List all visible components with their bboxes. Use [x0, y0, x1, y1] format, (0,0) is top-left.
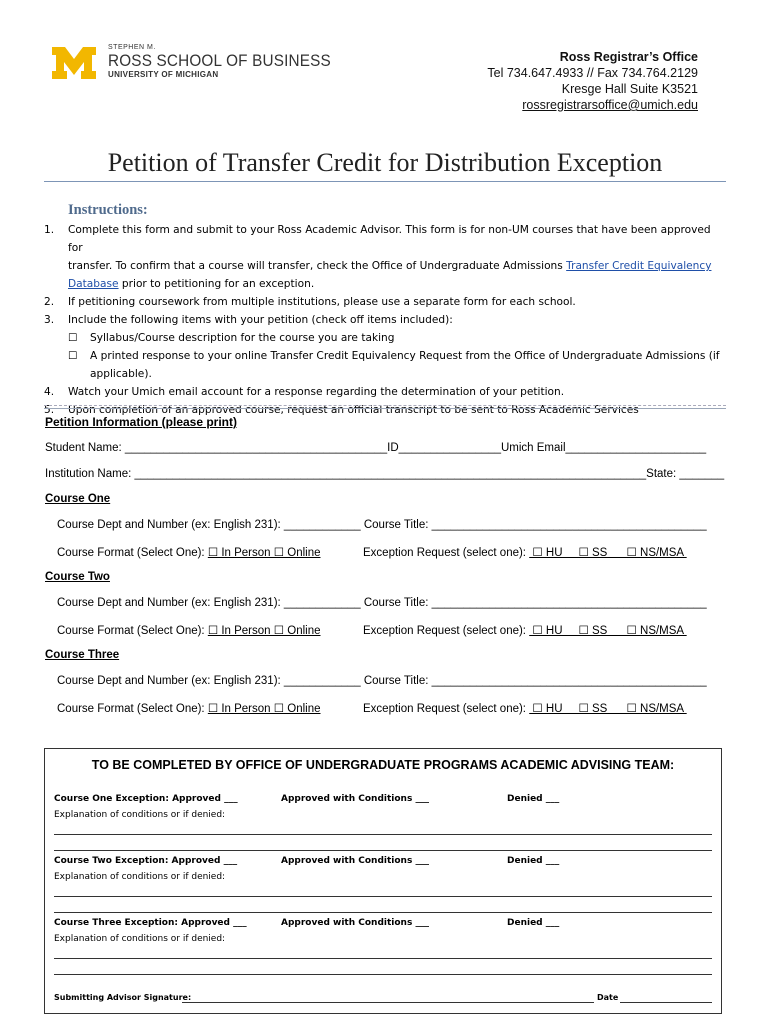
course-two-explanation-label: Explanation of conditions or if denied: — [54, 872, 226, 882]
instruction-item-1 — [44, 221, 724, 293]
checklist-text: Syllabus/Course description for the course you are taking — [90, 332, 395, 344]
course-two-format — [57, 623, 321, 637]
course-two-approved[interactable]: Course Two Exception: Approved ___ — [54, 856, 238, 866]
advising-heading: TO BE COMPLETED BY OFFICE OF UNDERGRADUATE PROGRAMS ACADEMIC ADVISING TEAM: — [91, 758, 675, 772]
explanation-line[interactable] — [54, 974, 712, 975]
printed-response-checkbox[interactable]: ☐ — [68, 350, 78, 362]
explanation-line[interactable] — [54, 896, 712, 897]
course-three-denied[interactable]: Denied ___ — [507, 918, 560, 928]
instruction-text: Upon completion of an approved course, request an official transcript to be sent to Ross Academic Services — [68, 404, 639, 416]
course-two-approved-conditions[interactable]: Approved with Conditions ___ — [281, 856, 429, 866]
section-divider — [44, 405, 726, 406]
course-two-format-options[interactable]: ☐ In Person ☐ Online — [207, 625, 321, 637]
explanation-line[interactable] — [54, 912, 712, 913]
petition-info-heading: Petition Information (please print) — [45, 415, 238, 429]
format-label: Course Format (Select One): — [57, 703, 208, 715]
logo-small-text: STEPHEN M. — [108, 44, 156, 51]
instruction-item-4 — [44, 383, 724, 401]
registrar-office-name: Ross Registrar’s Office — [559, 50, 698, 64]
course-two-exception — [363, 623, 687, 637]
instructions-heading: Instructions: — [68, 202, 148, 218]
title-divider — [44, 181, 726, 182]
exception-label: Exception Request (select one): — [363, 547, 530, 559]
instruction-number: 3. — [44, 314, 55, 326]
instruction-text: Include the following items with your petition (check off items included): — [68, 314, 453, 326]
checklist-text: A printed response to your online Transfer Credit Equivalency Request from the Office of Undergraduate Admissions (if — [90, 350, 720, 362]
instruction-number: 2. — [44, 296, 55, 308]
course-one-approved[interactable]: Course One Exception: Approved ___ — [54, 794, 238, 804]
date-label: Date — [597, 993, 619, 1002]
course-one-exception — [363, 545, 687, 559]
logo-school-name: ROSS SCHOOL OF BUSINESS — [108, 51, 331, 70]
course-one-explanation-label: Explanation of conditions or if denied: — [54, 810, 226, 820]
course-one-approved-conditions[interactable]: Approved with Conditions ___ — [281, 794, 429, 804]
instruction-number: 4. — [44, 386, 55, 398]
instruction-text: prior to petitioning for an exception. — [118, 278, 315, 290]
course-three-approved-conditions[interactable]: Approved with Conditions ___ — [281, 918, 429, 928]
checklist-text: applicable). — [90, 368, 152, 380]
instruction-number: 5. — [44, 404, 55, 416]
course-three-explanation-label: Explanation of conditions or if denied: — [54, 934, 226, 944]
explanation-line[interactable] — [54, 958, 712, 959]
form-title: Petition of Transfer Credit for Distribution Exception — [107, 148, 663, 177]
course-one-denied[interactable]: Denied ___ — [507, 794, 560, 804]
section-divider — [44, 408, 726, 409]
instruction-text: Complete this form and submit to your Ross Academic Advisor. This form is for non-UM courses that have been approved for — [68, 224, 711, 254]
logo-university: UNIVERSITY OF MICHIGAN — [108, 70, 219, 79]
instruction-item-2 — [44, 293, 724, 311]
explanation-line[interactable] — [54, 834, 712, 835]
registrar-phone-fax: Tel 734.647.4933 // Fax 734.764.2129 — [487, 66, 698, 80]
date-line[interactable] — [620, 1002, 712, 1003]
course-one-exception-options[interactable]: ☐ HU ☐ SS ☐ NS/MSA — [529, 547, 687, 559]
format-label: Course Format (Select One): — [57, 625, 208, 637]
course-two-heading: Course Two — [45, 571, 110, 583]
registrar-contact — [487, 49, 698, 113]
michigan-block-m-logo — [52, 47, 96, 79]
course-three-exception — [363, 701, 687, 715]
course-one-heading: Course One — [45, 493, 111, 505]
advisor-signature-label: Submitting Advisor Signature: — [54, 993, 192, 1002]
format-label: Course Format (Select One): — [57, 547, 208, 559]
course-three-approved[interactable]: Course Three Exception: Approved ___ — [54, 918, 247, 928]
course-three-format — [57, 701, 321, 715]
course-one-format — [57, 545, 321, 559]
registrar-address: Kresge Hall Suite K3521 — [561, 82, 698, 96]
course-three-exception-options[interactable]: ☐ HU ☐ SS ☐ NS/MSA — [529, 703, 687, 715]
exception-label: Exception Request (select one): — [363, 703, 530, 715]
transfer-credit-link[interactable]: Transfer Credit Equivalency — [566, 260, 712, 272]
explanation-line[interactable] — [54, 850, 712, 851]
course-one-dept-title-line[interactable]: Course Dept and Number (ex: English 231): ____________ Course Title: ___________________________________________ — [57, 519, 707, 531]
institution-line[interactable]: Institution Name: ________________________________________________________________________________State: _______ — [45, 468, 725, 480]
instruction-text: transfer. To confirm that a course will transfer, check the Office of Undergraduate Admissions — [68, 260, 567, 272]
course-one-format-options[interactable]: ☐ In Person ☐ Online — [207, 547, 321, 559]
course-two-dept-title-line[interactable]: Course Dept and Number (ex: English 231): ____________ Course Title: ___________________________________________ — [57, 597, 707, 609]
instruction-text: Watch your Umich email account for a response regarding the determination of your petition. — [68, 386, 565, 398]
syllabus-checkbox[interactable]: ☐ — [68, 332, 78, 344]
course-three-heading: Course Three — [45, 649, 120, 661]
instruction-number: 1. — [44, 224, 55, 236]
course-three-dept-title-line[interactable]: Course Dept and Number (ex: English 231): ____________ Course Title: ___________________________________________ — [57, 675, 707, 687]
instruction-item-3 — [44, 311, 724, 329]
checklist-item-printed-response — [44, 347, 724, 383]
instructions-list — [44, 221, 724, 419]
transfer-credit-link-database[interactable]: Database — [68, 278, 119, 290]
course-three-format-options[interactable]: ☐ In Person ☐ Online — [207, 703, 321, 715]
registrar-email-link[interactable]: rossregistrarsoffice@umich.edu — [522, 98, 698, 112]
course-two-denied[interactable]: Denied ___ — [507, 856, 560, 866]
student-info-line[interactable]: Student Name: _________________________________________ID________________Umich Email______________________ — [45, 442, 707, 454]
exception-label: Exception Request (select one): — [363, 625, 530, 637]
instruction-text: If petitioning coursework from multiple institutions, please use a separate form for each school. — [68, 296, 576, 308]
course-two-exception-options[interactable]: ☐ HU ☐ SS ☐ NS/MSA — [529, 625, 687, 637]
checklist-item-syllabus — [44, 329, 724, 347]
signature-line[interactable] — [182, 1002, 594, 1003]
ross-logo-text — [108, 44, 356, 79]
